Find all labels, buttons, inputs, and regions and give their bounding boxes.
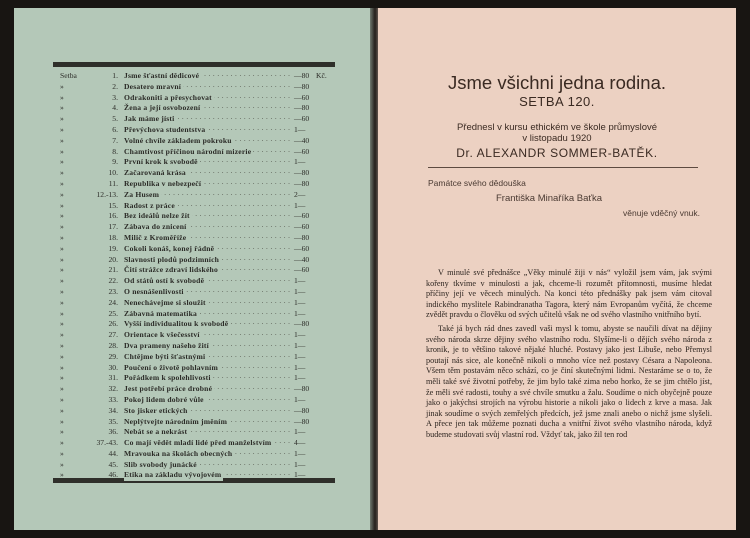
ditto-mark: » bbox=[60, 276, 64, 286]
series-list-item bbox=[60, 114, 350, 125]
series-list-item bbox=[60, 395, 350, 406]
lecture-line-1: Přednesl v kursu ethickém ve škole průmyslové bbox=[456, 122, 658, 133]
series-list-item bbox=[60, 71, 350, 82]
item-number: 11. bbox=[108, 178, 118, 188]
item-number: 8. bbox=[112, 146, 118, 156]
item-number: 7. bbox=[112, 135, 118, 145]
ditto-mark: » bbox=[60, 384, 64, 394]
series-list-item bbox=[60, 201, 350, 212]
item-price: 4— bbox=[294, 438, 306, 448]
series-list-item bbox=[60, 373, 350, 384]
item-number: 34. bbox=[108, 405, 118, 415]
item-number: 1. bbox=[112, 71, 118, 80]
item-price: —60 bbox=[294, 222, 310, 232]
ditto-mark: » bbox=[60, 340, 64, 350]
item-price: —80 bbox=[294, 232, 310, 242]
item-title: Orientace k všečesství bbox=[124, 330, 200, 340]
item-price: 1— bbox=[294, 330, 306, 340]
series-list-item bbox=[60, 276, 350, 287]
paragraph: Také já bych rád dnes zavedl vaši mysl k tomu, abyste se naučili dívat na dějiny svého národa skrze dějiny svého vlastního rodu. Slyšíme-li o dějích svého národa z kronik, je to většino takové nějaké hluché. Postavy jako jest Libuše, nebo Přemysl poutají nás sice, ale konečně nikoli o mnoho více než postavy Césara a Napoleona. Všem těm postavám něco schází, co je činí skutečnými lidmi. Nestaráme se o to, že měli také své životní potřeby, že jim bylo také zima nebo horko, že se jim chtělo jíst, že měli své radosti, touhy a své chvíle smutku a žalu. Soudíme o nich obyčejně pouze jako o jakýchsi strojích na výrobu historie a nikoli jako o lidech z krve a masa. Jak jinak soudíme o svých zemřelých předcích, jež jsme znali anebo o nichž jsme slyšeli. A přece jen tak můžeme poznati ducha a vnitřní život svého vlastního národa, když budeme studovati svůj vlastní rod. Vždyť tak, jako žil ten rod bbox=[426, 323, 712, 439]
item-price: 2— bbox=[294, 189, 306, 199]
ditto-mark: » bbox=[60, 135, 64, 145]
ditto-mark: » bbox=[60, 330, 64, 340]
dedication-close: věnuje vděčný vnuk. bbox=[623, 208, 701, 218]
item-price: —80 bbox=[294, 178, 310, 188]
series-list-item bbox=[60, 341, 350, 352]
ditto-mark: » bbox=[60, 200, 64, 210]
item-price: —40 bbox=[294, 254, 310, 264]
item-number: 29. bbox=[108, 351, 118, 361]
series-list-item bbox=[60, 125, 350, 136]
currency-label: Kč. bbox=[316, 71, 327, 80]
item-number: 19. bbox=[108, 243, 118, 253]
item-title: Nebát se a nekrást bbox=[124, 427, 188, 437]
ditto-mark: » bbox=[60, 124, 64, 134]
item-price: 1— bbox=[294, 124, 306, 134]
series-list-item bbox=[60, 449, 350, 460]
series-list-item bbox=[60, 363, 350, 374]
title-divider bbox=[428, 167, 698, 168]
item-price: —80 bbox=[294, 103, 310, 113]
item-title: Mravouka na školách obecných bbox=[124, 448, 233, 458]
series-list-item bbox=[60, 470, 350, 481]
item-title: Pokoj lidem dobré vůle bbox=[124, 394, 204, 404]
series-list bbox=[60, 71, 350, 481]
item-number: 26. bbox=[108, 319, 118, 329]
item-number: 46. bbox=[108, 470, 118, 480]
item-title: Radost z práce bbox=[124, 200, 175, 210]
series-list-item bbox=[60, 233, 350, 244]
item-number: 9. bbox=[112, 157, 118, 167]
item-title: Zábavná matematika bbox=[124, 308, 198, 318]
item-price: 1— bbox=[294, 297, 306, 307]
item-title: Republika v nebezpečí bbox=[124, 178, 202, 188]
item-title: Etika na základu vývojovém bbox=[124, 470, 222, 480]
item-title: Dva prameny našeho žití bbox=[124, 340, 209, 350]
series-list-item bbox=[60, 427, 350, 438]
item-title: Jsme šťastní dědicové bbox=[124, 71, 200, 80]
item-price: —60 bbox=[294, 265, 310, 275]
item-title: Neplýtvejte národním jměním bbox=[124, 416, 228, 426]
item-number: 22. bbox=[108, 276, 118, 286]
series-list-item bbox=[60, 136, 350, 147]
series-list-item bbox=[60, 190, 350, 201]
ditto-mark: » bbox=[60, 92, 64, 102]
ditto-mark: » bbox=[60, 265, 64, 275]
item-number: 10. bbox=[108, 168, 118, 178]
item-number: 5. bbox=[112, 114, 118, 124]
item-price: —80 bbox=[294, 168, 310, 178]
item-title: Desatero mravní bbox=[124, 81, 182, 91]
item-title: Čití strážce zdraví lidského bbox=[124, 265, 218, 275]
item-title: Volné chvíle základem pokroku bbox=[124, 135, 232, 145]
item-price: —60 bbox=[294, 243, 310, 253]
item-price: —60 bbox=[294, 146, 310, 156]
series-list-item bbox=[60, 168, 350, 179]
ditto-mark: » bbox=[60, 459, 64, 469]
item-price: —80 bbox=[294, 71, 310, 80]
item-title: Bez ideálů nelze žít bbox=[124, 211, 190, 221]
item-title: Žena a její osvobození bbox=[124, 103, 201, 113]
item-title: Odrakoniti a přesychovat bbox=[124, 92, 212, 102]
series-list-item bbox=[60, 384, 350, 395]
item-number: 24. bbox=[108, 297, 118, 307]
item-title: Jest potřebí práce drobné bbox=[124, 384, 213, 394]
item-number: 3. bbox=[112, 92, 118, 102]
item-number: 23. bbox=[108, 286, 118, 296]
item-title: Zábava do znicení bbox=[124, 222, 187, 232]
item-price: —80 bbox=[294, 416, 310, 426]
series-number: SETBA 120. bbox=[519, 94, 595, 109]
item-price: —40 bbox=[294, 135, 310, 145]
series-list-item bbox=[60, 406, 350, 417]
ditto-mark: » bbox=[60, 168, 64, 178]
lecture-line-2: v listopadu 1920 bbox=[522, 133, 592, 144]
ditto-mark: » bbox=[60, 438, 64, 448]
ditto-mark: » bbox=[60, 394, 64, 404]
author: Dr. ALEXANDR SOMMER-BATĚK. bbox=[456, 146, 658, 160]
ditto-mark: » bbox=[60, 427, 64, 437]
ditto-mark: » bbox=[60, 157, 64, 167]
series-list-item bbox=[60, 460, 350, 471]
item-price: —60 bbox=[294, 114, 310, 124]
item-title: Od států ostí k svobodě bbox=[124, 276, 205, 286]
series-list-item bbox=[60, 211, 350, 222]
item-number: 25. bbox=[108, 308, 118, 318]
ditto-mark: » bbox=[60, 146, 64, 156]
item-title: O nesnášenlivosti bbox=[124, 286, 184, 296]
item-title: Poučení o životě pohlavním bbox=[124, 362, 219, 372]
item-price: 1— bbox=[294, 427, 306, 437]
item-title: Nenechávejme si sloužit bbox=[124, 297, 206, 307]
series-list-item bbox=[60, 352, 350, 363]
item-title: Milič z Kroměříže bbox=[124, 232, 187, 242]
ditto-mark: » bbox=[60, 211, 64, 221]
dedication-name: Františka Minaříka Baťka bbox=[496, 193, 602, 204]
ditto-mark: » bbox=[60, 297, 64, 307]
item-price: —80 bbox=[294, 384, 310, 394]
series-list-item bbox=[60, 298, 350, 309]
item-number: 20. bbox=[108, 254, 118, 264]
ditto-mark: » bbox=[60, 81, 64, 91]
ditto-mark: » bbox=[60, 405, 64, 415]
toc-top-rule bbox=[53, 62, 335, 67]
item-title: Začarovaná krása bbox=[124, 168, 186, 178]
item-number: 44. bbox=[108, 448, 118, 458]
series-list-item bbox=[60, 244, 350, 255]
item-number: 35. bbox=[108, 416, 118, 426]
item-price: 1— bbox=[294, 276, 306, 286]
item-number: 12.-13. bbox=[96, 189, 118, 199]
dedication-intro: Památce svého dědouška bbox=[428, 178, 526, 188]
item-number: 45. bbox=[108, 459, 118, 469]
item-number: 36. bbox=[108, 427, 118, 437]
item-price: 1— bbox=[294, 394, 306, 404]
item-price: 1— bbox=[294, 459, 306, 469]
ditto-mark: » bbox=[60, 254, 64, 264]
series-list-item bbox=[60, 438, 350, 449]
item-number: 2. bbox=[112, 81, 118, 91]
ditto-mark: » bbox=[60, 103, 64, 113]
item-number: 4. bbox=[112, 103, 118, 113]
item-price: —80 bbox=[294, 405, 310, 415]
series-list-item bbox=[60, 319, 350, 330]
series-list-item bbox=[60, 287, 350, 298]
item-title: Co mají vědět mladí lidé před manželstvím bbox=[124, 438, 272, 448]
series-list-item bbox=[60, 179, 350, 190]
series-list-item bbox=[60, 103, 350, 114]
item-price: 1— bbox=[294, 470, 306, 480]
item-title: Vyšší individualitou k svobodě bbox=[124, 319, 229, 329]
item-price: 1— bbox=[294, 351, 306, 361]
ditto-mark: » bbox=[60, 416, 64, 426]
item-price: 1— bbox=[294, 308, 306, 318]
series-list-item bbox=[60, 222, 350, 233]
item-price: 1— bbox=[294, 362, 306, 372]
series-list-item bbox=[60, 255, 350, 266]
item-price: —60 bbox=[294, 211, 310, 221]
ditto-mark: » bbox=[60, 243, 64, 253]
item-number: 16. bbox=[108, 211, 118, 221]
ditto-mark: » bbox=[60, 286, 64, 296]
item-number: 32. bbox=[108, 384, 118, 394]
item-title: Cokoli konáš, konej řádně bbox=[124, 243, 215, 253]
series-list-item bbox=[60, 157, 350, 168]
ditto-mark: » bbox=[60, 351, 64, 361]
item-number: 21. bbox=[108, 265, 118, 275]
item-number: 15. bbox=[108, 200, 118, 210]
item-title: Za Husem bbox=[124, 189, 160, 199]
series-list-item bbox=[60, 93, 350, 104]
item-price: 1— bbox=[294, 286, 306, 296]
series-list-item bbox=[60, 147, 350, 158]
item-title: Slib svobody junácké bbox=[124, 459, 197, 469]
ditto-mark: » bbox=[60, 189, 64, 199]
item-number: 6. bbox=[112, 124, 118, 134]
ditto-mark: » bbox=[60, 373, 64, 383]
ditto-mark: » bbox=[60, 319, 64, 329]
ditto-mark: » bbox=[60, 222, 64, 232]
ditto-mark: » bbox=[60, 308, 64, 318]
item-title: První krok k svobodě bbox=[124, 157, 198, 167]
ditto-mark: » bbox=[60, 470, 64, 480]
item-number: 33. bbox=[108, 394, 118, 404]
item-price: 1— bbox=[294, 448, 306, 458]
item-price: —60 bbox=[294, 92, 310, 102]
item-number: 27. bbox=[108, 330, 118, 340]
item-number: 17. bbox=[108, 222, 118, 232]
item-price: 1— bbox=[294, 340, 306, 350]
item-title: Převýchova studentstva bbox=[124, 124, 206, 134]
paragraph: V minulé své přednášce „Věky minulé žiji v nás“ vyložil jsem vám, jak svými kořeny tkvíme v minulosti a jak, chceme-li rozumět přítomnosti, musíme hledat příčiny její ve věcech minulých. Na konci této přednášky pak jsem vám citoval indického myslitele Rabindranatha Tagora, který nám Evropanům vyčítá, že chceme zvědět pravdu o člověku od svých učitelů však ne od svého vlastního vnitřního bytí. bbox=[426, 268, 712, 320]
series-label: Setba bbox=[60, 71, 77, 80]
series-list-item bbox=[60, 417, 350, 428]
page-title: Jsme všichni jedna rodina. bbox=[448, 72, 666, 93]
item-title: Slavnosti plodů podzimních bbox=[124, 254, 220, 264]
item-number: 37.-43. bbox=[96, 438, 118, 448]
ditto-mark: » bbox=[60, 448, 64, 458]
item-title: Chtějme býti šťastnými bbox=[124, 351, 206, 361]
item-title: Pořádkem k spolehlivosti bbox=[124, 373, 211, 383]
body-text bbox=[426, 268, 712, 444]
item-price: 1— bbox=[294, 200, 306, 210]
item-price: —80 bbox=[294, 81, 310, 91]
ditto-mark: » bbox=[60, 178, 64, 188]
item-price: —80 bbox=[294, 319, 310, 329]
series-list-item bbox=[60, 82, 350, 93]
item-title: Jak máme jísti bbox=[124, 114, 175, 124]
series-list-item bbox=[60, 265, 350, 276]
ditto-mark: » bbox=[60, 362, 64, 372]
series-list-item bbox=[60, 330, 350, 341]
item-number: 18. bbox=[108, 232, 118, 242]
item-title: Sto jisker etických bbox=[124, 405, 188, 415]
item-price: 1— bbox=[294, 157, 306, 167]
series-list-item bbox=[60, 309, 350, 320]
item-number: 31. bbox=[108, 373, 118, 383]
item-price: 1— bbox=[294, 373, 306, 383]
ditto-mark: » bbox=[60, 232, 64, 242]
item-number: 30. bbox=[108, 362, 118, 372]
item-title: Chamtivost příčinou národní mizerie bbox=[124, 146, 252, 156]
item-number: 28. bbox=[108, 340, 118, 350]
ditto-mark: » bbox=[60, 114, 64, 124]
